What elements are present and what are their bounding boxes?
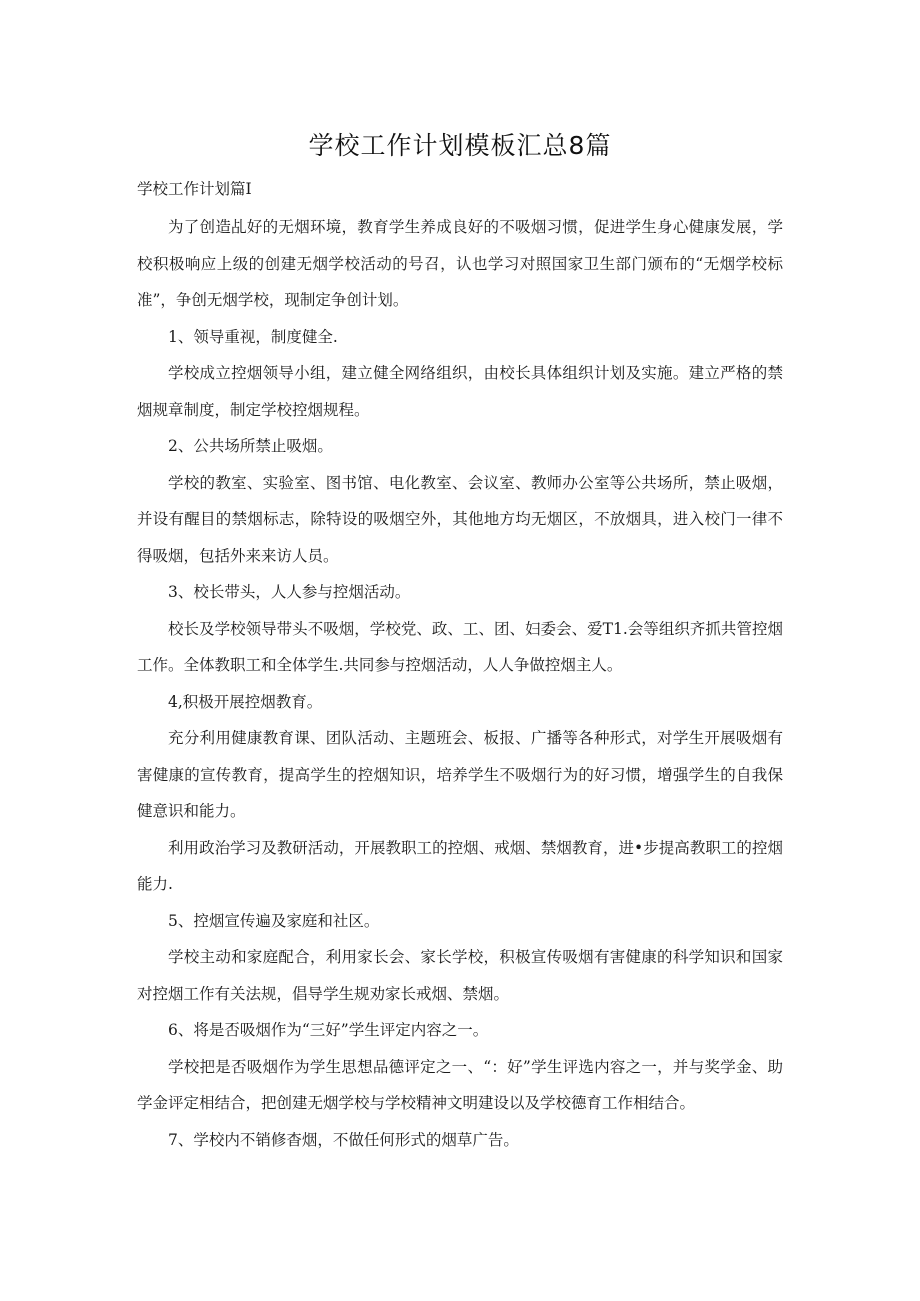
item-heading-6: 6、将是否吸烟作为“三好”学生评定内容之一。 (168, 1021, 489, 1039)
paragraph-4b: 利用政治学习及教研活动，开展教职工的控烟、戒烟、禁烟教育，进•步提高教职工的控烟能力. (137, 838, 783, 893)
document-title: 学校工作计划模板汇总8篇 (308, 131, 612, 160)
paragraph-2: 学校的教室、实验室、图书馆、电化教室、会议室、教师办公室等公共场所，禁止吸烟，并设有醒目的禁烟标志，除特设的吸烟空外，其他地方均无烟区，不放烟具，进入校门一律不得吸烟，包括外来来访人员。 (137, 473, 783, 565)
document-body (137, 209, 783, 1158)
paragraph-4a: 充分利用健康教育课、团队活动、主题班会、板报、广播等各种形式，对学生开展吸烟有害健康的宣传教育，提高学生的控烟知识，培养学生不吸烟行为的好习惯，增强学生的自我保健意识和能力。 (137, 729, 783, 820)
item-heading-4: 4,积极开展控烟教育。 (168, 692, 323, 711)
item-heading-3: 3、校长带头，人人参与控烟活动。 (168, 583, 411, 601)
item-heading-7: 7、学校内不销修杳烟，不做任何形式的烟草广告。 (168, 1130, 519, 1149)
item-heading-5: 5、控烟宣传遍及家庭和社区。 (168, 911, 380, 930)
paragraph-5: 学校主动和家庭配合，利用家长会、家长学校，积极宣传吸烟有害健康的科学知识和国家对控烟工作有关法规，倡导学生规劝家长戒烟、禁烟。 (137, 948, 783, 1003)
paragraph-3: 校长及学校领导带头不吸烟，学校党、政、工、团、妇委会、爱T1.会等组织齐抓共管控烟工作。全体教职工和全体学生.共同参与控烟活动，人人争做控烟主人。 (137, 619, 783, 674)
paragraph-intro: 为了创造乩好的无烟环境，教育学生养成良好的不吸烟习惯，促进学生身心健康发展，学校积极响应上级的创建无烟学校活动的号召，认也学习对照国家卫生部门颁布的“无烟学校标准”，争创无烟学校，现制定争创计划。 (137, 218, 783, 309)
paragraph-1: 学校成立控烟领导小组，建立健全网络组织，由校长具体组织计划及实施。建立严格的禁烟规章制度，制定学校控烟规程。 (137, 364, 783, 419)
item-heading-2: 2、公共场所禁止吸烟。 (168, 437, 333, 455)
paragraph-6: 学校把是否吸烟作为学生思想品德评定之一、“：好”学生评选内容之一，并与奖学金、助学金评定相结合，把创建无烟学校与学校精神文明建设以及学校德育工作相结合。 (137, 1057, 783, 1112)
item-heading-1: 1、领导重视，制度健全. (168, 327, 338, 346)
section-heading: 学校工作计划篇Ⅰ (137, 180, 252, 198)
